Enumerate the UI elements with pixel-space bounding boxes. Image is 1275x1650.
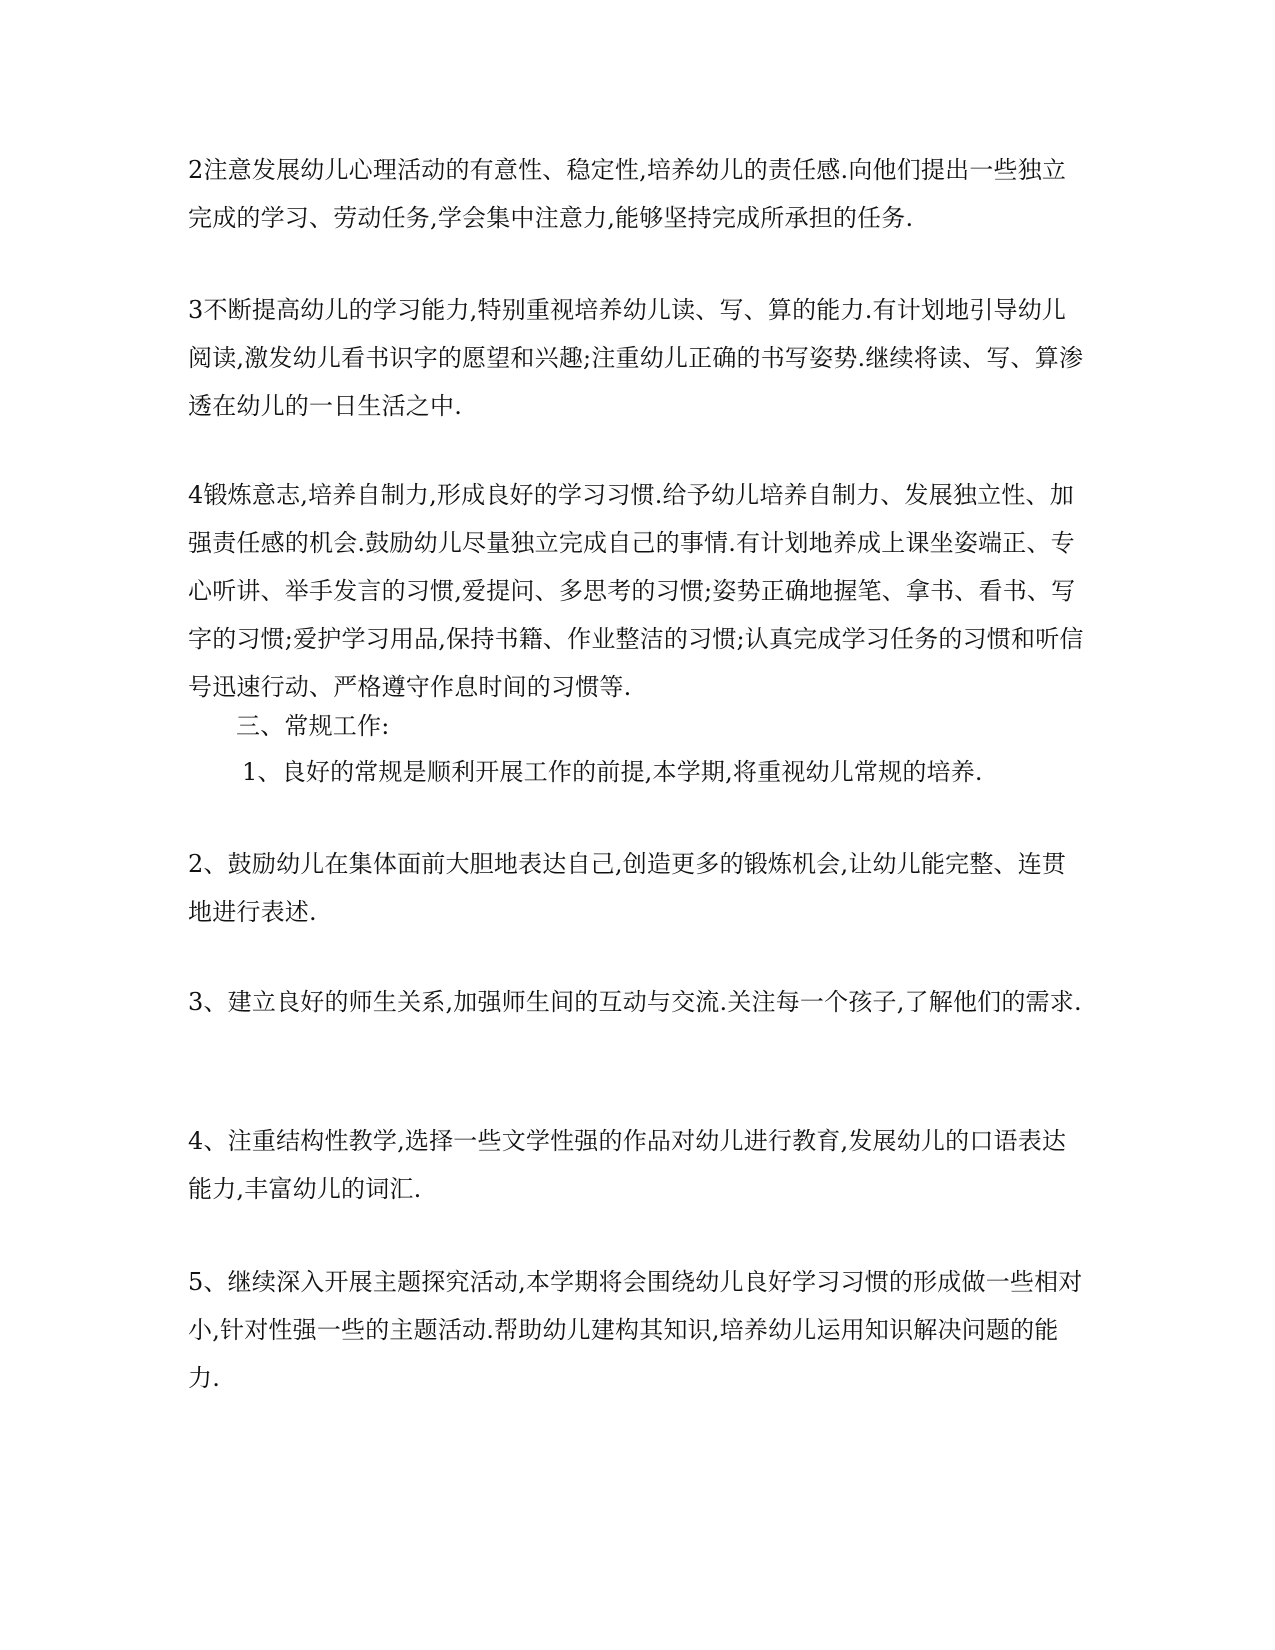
section-heading-routine-work: 三、常规工作:	[236, 712, 390, 740]
routine-item-3: 3、建立良好的师生关系,加强师生间的互动与交流.关注每一个孩子,了解他们的需求.	[188, 988, 1082, 1016]
routine-item-2: 2、鼓励幼儿在集体面前大胆地表达自己,创造更多的锻炼机会,让幼儿能完整、连贯地进行表述.	[188, 850, 1067, 926]
paragraph-4: 4锻炼意志,培养自制力,形成良好的学习习惯.给予幼儿培养自制力、发展独立性、加强责任感的机会.鼓励幼儿尽量独立完成自己的事情.有计划地养成上课坐姿端正、专心听讲、举手发言的习惯,爱提问、多思考的习惯;姿势正确地握笔、拿书、看书、写字的习惯;爱护学习用品,保持书籍、作业整洁的习惯;认真完成学习任务的习惯和听信号迅速行动、严格遵守作息时间的习惯等.	[188, 481, 1084, 701]
paragraph-2: 2注意发展幼儿心理活动的有意性、稳定性,培养幼儿的责任感.向他们提出一些独立完成的学习、劳动任务,学会集中注意力,能够坚持完成所承担的任务.	[188, 156, 1067, 232]
routine-item-4: 4、注重结构性教学,选择一些文学性强的作品对幼儿进行教育,发展幼儿的口语表达能力,丰富幼儿的词汇.	[188, 1127, 1067, 1203]
routine-item-1: 1、良好的常规是顺利开展工作的前提,本学期,将重视幼儿常规的培养.	[242, 758, 983, 786]
routine-item-5: 5、继续深入开展主题探究活动,本学期将会围绕幼儿良好学习习惯的形成做一些相对小,针对性强一些的主题活动.帮助幼儿建构其知识,培养幼儿运用知识解决问题的能力.	[188, 1268, 1083, 1392]
paragraph-3: 3不断提高幼儿的学习能力,特别重视培养幼儿读、写、算的能力.有计划地引导幼儿阅读,激发幼儿看书识字的愿望和兴趣;注重幼儿正确的书写姿势.继续将读、写、算渗透在幼儿的一日生活之中.	[188, 296, 1084, 420]
